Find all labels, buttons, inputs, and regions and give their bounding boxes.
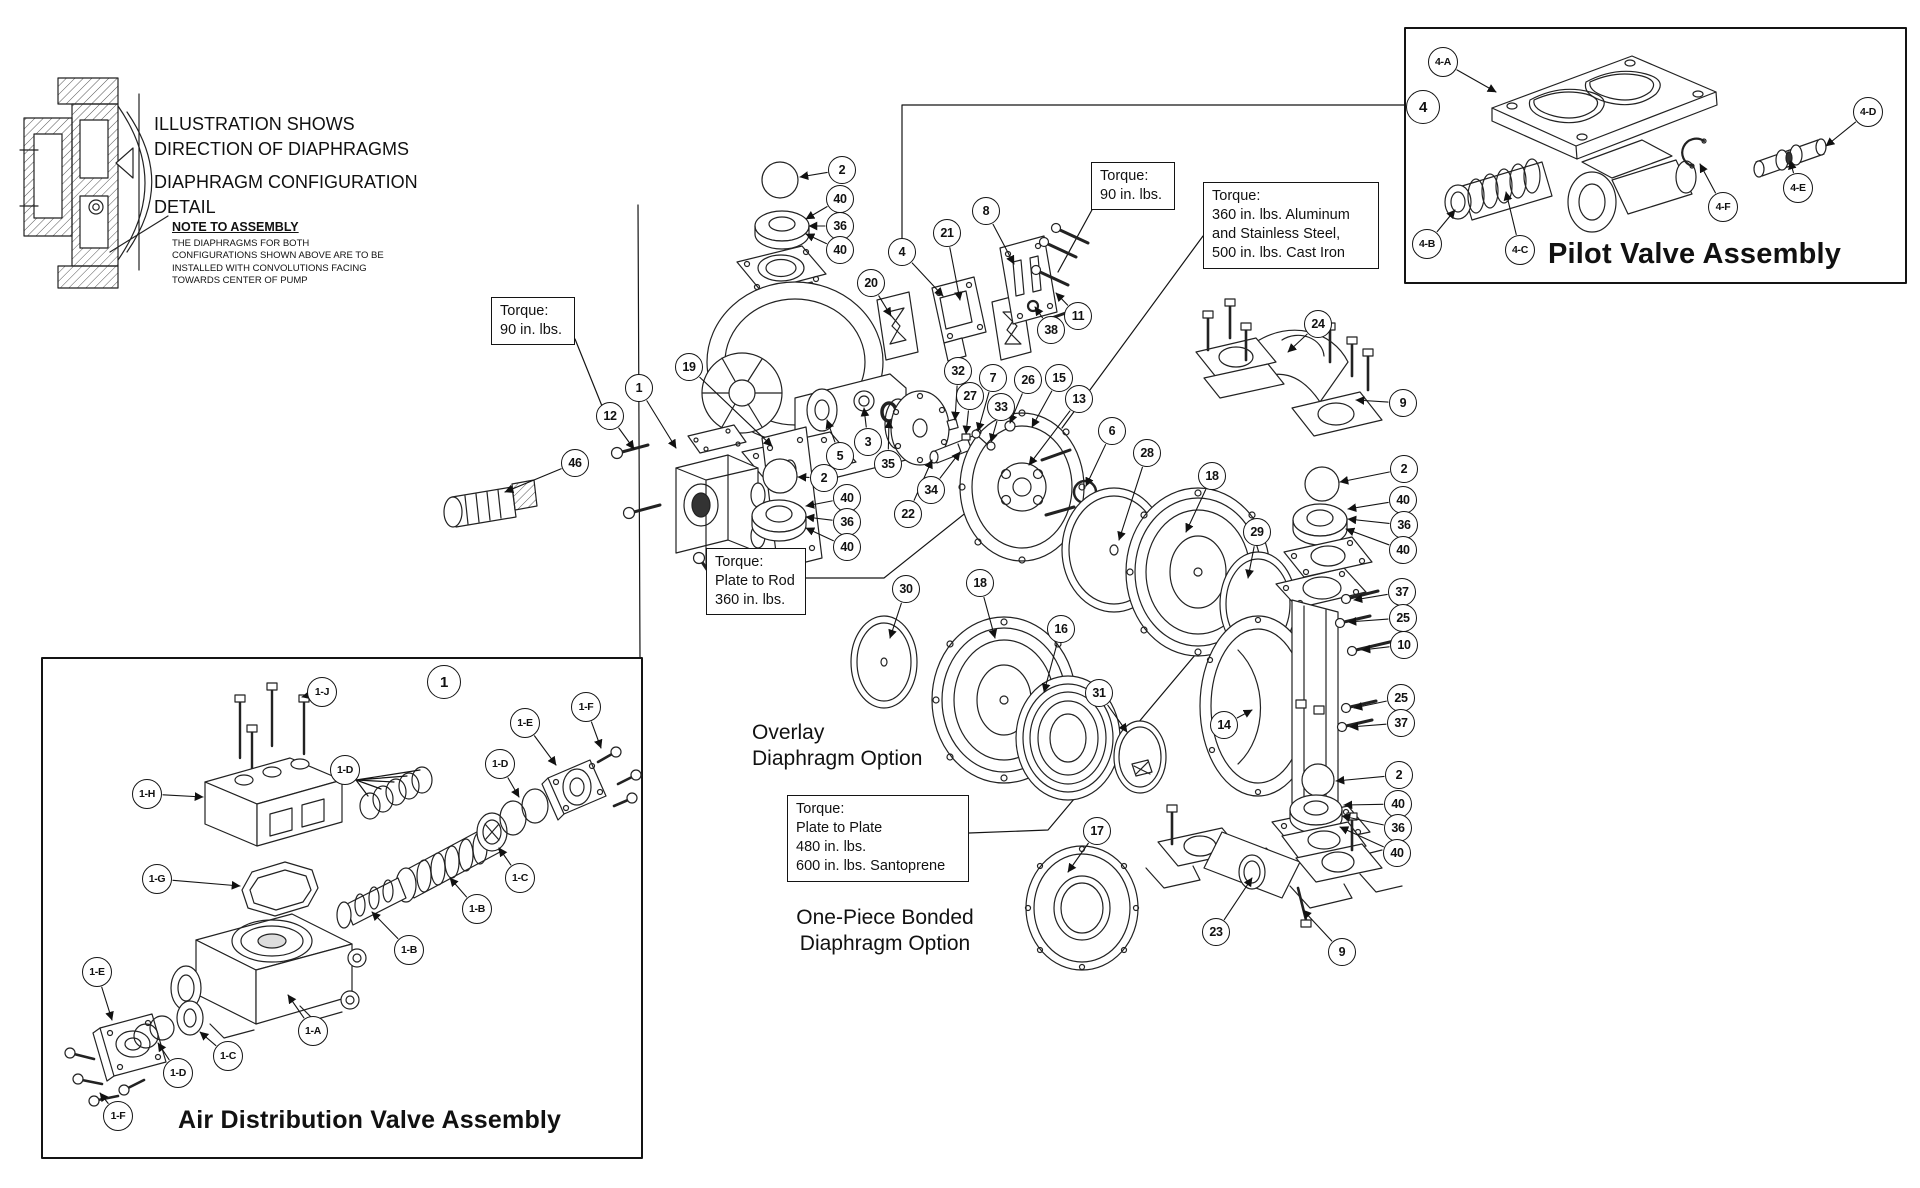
callout-4-A: 4-A: [1428, 47, 1458, 77]
callout-11: 11: [1064, 302, 1092, 330]
callout-30: 30: [892, 575, 920, 603]
callout-36: 36: [826, 212, 854, 240]
callout-40: 40: [833, 533, 861, 561]
torque-line: Plate to Plate: [796, 820, 883, 837]
callout-33: 33: [987, 393, 1015, 421]
callout-4: 4: [888, 238, 916, 266]
callout-16: 16: [1047, 615, 1075, 643]
callout-2: 2: [1385, 761, 1413, 789]
callout-1-H: 1-H: [132, 779, 162, 809]
torque-line: 480 in. lbs.: [796, 839, 867, 856]
callout-1-C: 1-C: [213, 1041, 243, 1071]
callout-1-D: 1-D: [163, 1058, 193, 1088]
label-line: Diaphragm Option: [752, 747, 923, 771]
callout-2: 2: [810, 464, 838, 492]
callout-1-F: 1-F: [571, 692, 601, 722]
callout-1: 1: [625, 374, 653, 402]
torque-line: and Stainless Steel,: [1212, 226, 1341, 243]
callout-15: 15: [1045, 364, 1073, 392]
callout-18: 18: [966, 569, 994, 597]
callout-31: 31: [1085, 679, 1113, 707]
illustration-note-line1: ILLUSTRATION SHOWS: [154, 114, 355, 134]
overlay-diaphragm-option: [752, 720, 922, 772]
callout-1-J: 1-J: [307, 677, 337, 707]
callout-38: 38: [1037, 316, 1065, 344]
torque-line: Torque:: [796, 801, 845, 817]
torque-note-left: [491, 297, 575, 345]
callout-12: 12: [596, 402, 624, 430]
callout-4-D: 4-D: [1853, 97, 1883, 127]
callout-40: 40: [1389, 486, 1417, 514]
callout-13: 13: [1065, 385, 1093, 413]
torque-line: 360 in. lbs.: [715, 592, 786, 609]
torque-line: Torque:: [500, 303, 549, 319]
callout-1: 1: [427, 665, 461, 699]
air-distribution-valve-assembly-title: Air Distribution Valve Assembly: [178, 1106, 562, 1134]
callout-20: 20: [857, 269, 885, 297]
callout-29: 29: [1243, 518, 1271, 546]
callout-9: 9: [1389, 389, 1417, 417]
callout-1-G: 1-G: [142, 864, 172, 894]
callout-2: 2: [828, 156, 856, 184]
callout-1-D: 1-D: [330, 755, 360, 785]
callout-6: 6: [1098, 417, 1126, 445]
callout-4-B: 4-B: [1412, 229, 1442, 259]
note-to-assembly-body: [172, 238, 384, 287]
callout-36: 36: [1384, 814, 1412, 842]
torque-note-top: [1091, 162, 1175, 210]
callout-26: 26: [1014, 366, 1042, 394]
callout-14: 14: [1210, 711, 1238, 739]
callout-4-E: 4-E: [1783, 173, 1813, 203]
callout-8: 8: [972, 197, 1000, 225]
callout-1-C: 1-C: [505, 863, 535, 893]
note-line: INSTALLED WITH CONVOLUTIONS FACING: [172, 262, 367, 274]
torque-line: 500 in. lbs. Cast Iron: [1212, 245, 1345, 262]
pilot-valve-assembly-title: Pilot Valve Assembly: [1548, 238, 1842, 270]
torque-note-rod: [706, 548, 806, 615]
callout-1-D: 1-D: [485, 749, 515, 779]
note-line: CONFIGURATIONS SHOWN ABOVE ARE TO BE: [172, 250, 384, 262]
callout-36: 36: [1390, 511, 1418, 539]
callout-46: 46: [561, 449, 589, 477]
callout-37: 37: [1387, 709, 1415, 737]
callout-5: 5: [826, 442, 854, 470]
callout-2: 2: [1390, 455, 1418, 483]
callout-35: 35: [874, 450, 902, 478]
callout-25: 25: [1389, 604, 1417, 632]
label-line: Overlay: [752, 721, 825, 744]
callout-4: 4: [1406, 90, 1440, 124]
configuration-detail-line1: DIAPHRAGM CONFIGURATION: [154, 172, 418, 192]
torque-line: Torque:: [1100, 168, 1149, 184]
callout-19: 19: [675, 353, 703, 381]
note-line: TOWARDS CENTER OF PUMP: [172, 275, 308, 287]
callout-18: 18: [1198, 462, 1226, 490]
configuration-detail-heading: [154, 170, 418, 220]
callout-3: 3: [854, 428, 882, 456]
callout-40: 40: [1383, 839, 1411, 867]
callout-21: 21: [933, 219, 961, 247]
callout-22: 22: [894, 500, 922, 528]
callout-28: 28: [1133, 439, 1161, 467]
illustration-note-line2: DIRECTION OF DIAPHRAGMS: [154, 139, 410, 160]
callout-4-F: 4-F: [1708, 192, 1738, 222]
callout-1-B: 1-B: [394, 935, 424, 965]
torque-line: Torque:: [1212, 188, 1261, 204]
callout-7: 7: [979, 364, 1007, 392]
configuration-detail-line2: DETAIL: [154, 197, 216, 218]
callout-1-E: 1-E: [510, 708, 540, 738]
callout-1-E: 1-E: [82, 957, 112, 987]
callout-1-A: 1-A: [298, 1016, 328, 1046]
torque-line: 360 in. lbs. Aluminum: [1212, 207, 1350, 224]
one-piece-option: [796, 905, 973, 957]
callout-37: 37: [1388, 578, 1416, 606]
label-line: One-Piece Bonded: [796, 906, 974, 929]
torque-line: 90 in. lbs.: [1100, 187, 1163, 204]
torque-note-material: [1203, 182, 1379, 269]
callout-4-C: 4-C: [1505, 235, 1535, 265]
torque-line: 90 in. lbs.: [500, 322, 563, 339]
callout-10: 10: [1390, 631, 1418, 659]
callout-25: 25: [1387, 684, 1415, 712]
callout-40: 40: [1389, 536, 1417, 564]
torque-line: 600 in. lbs. Santoprene: [796, 858, 946, 875]
callout-1-B: 1-B: [462, 894, 492, 924]
note-line: THE DIAPHRAGMS FOR BOTH: [172, 238, 310, 249]
torque-line: Plate to Rod: [715, 573, 795, 590]
callout-40: 40: [1384, 790, 1412, 818]
callout-36: 36: [833, 508, 861, 536]
callout-24: 24: [1304, 310, 1332, 338]
note-to-assembly-title: NOTE TO ASSEMBLY: [172, 220, 299, 234]
label-line: Diaphragm Option: [799, 932, 971, 956]
callout-40: 40: [826, 236, 854, 264]
callout-9: 9: [1328, 938, 1356, 966]
callout-40: 40: [833, 484, 861, 512]
callout-1-F: 1-F: [103, 1101, 133, 1131]
callout-32: 32: [944, 357, 972, 385]
callout-23: 23: [1202, 918, 1230, 946]
illustration-note: [154, 112, 409, 162]
callout-27: 27: [956, 382, 984, 410]
torque-note-plate: [787, 795, 969, 882]
callout-17: 17: [1083, 817, 1111, 845]
torque-line: Torque:: [715, 554, 764, 570]
callout-34: 34: [917, 476, 945, 504]
callout-40: 40: [826, 185, 854, 213]
